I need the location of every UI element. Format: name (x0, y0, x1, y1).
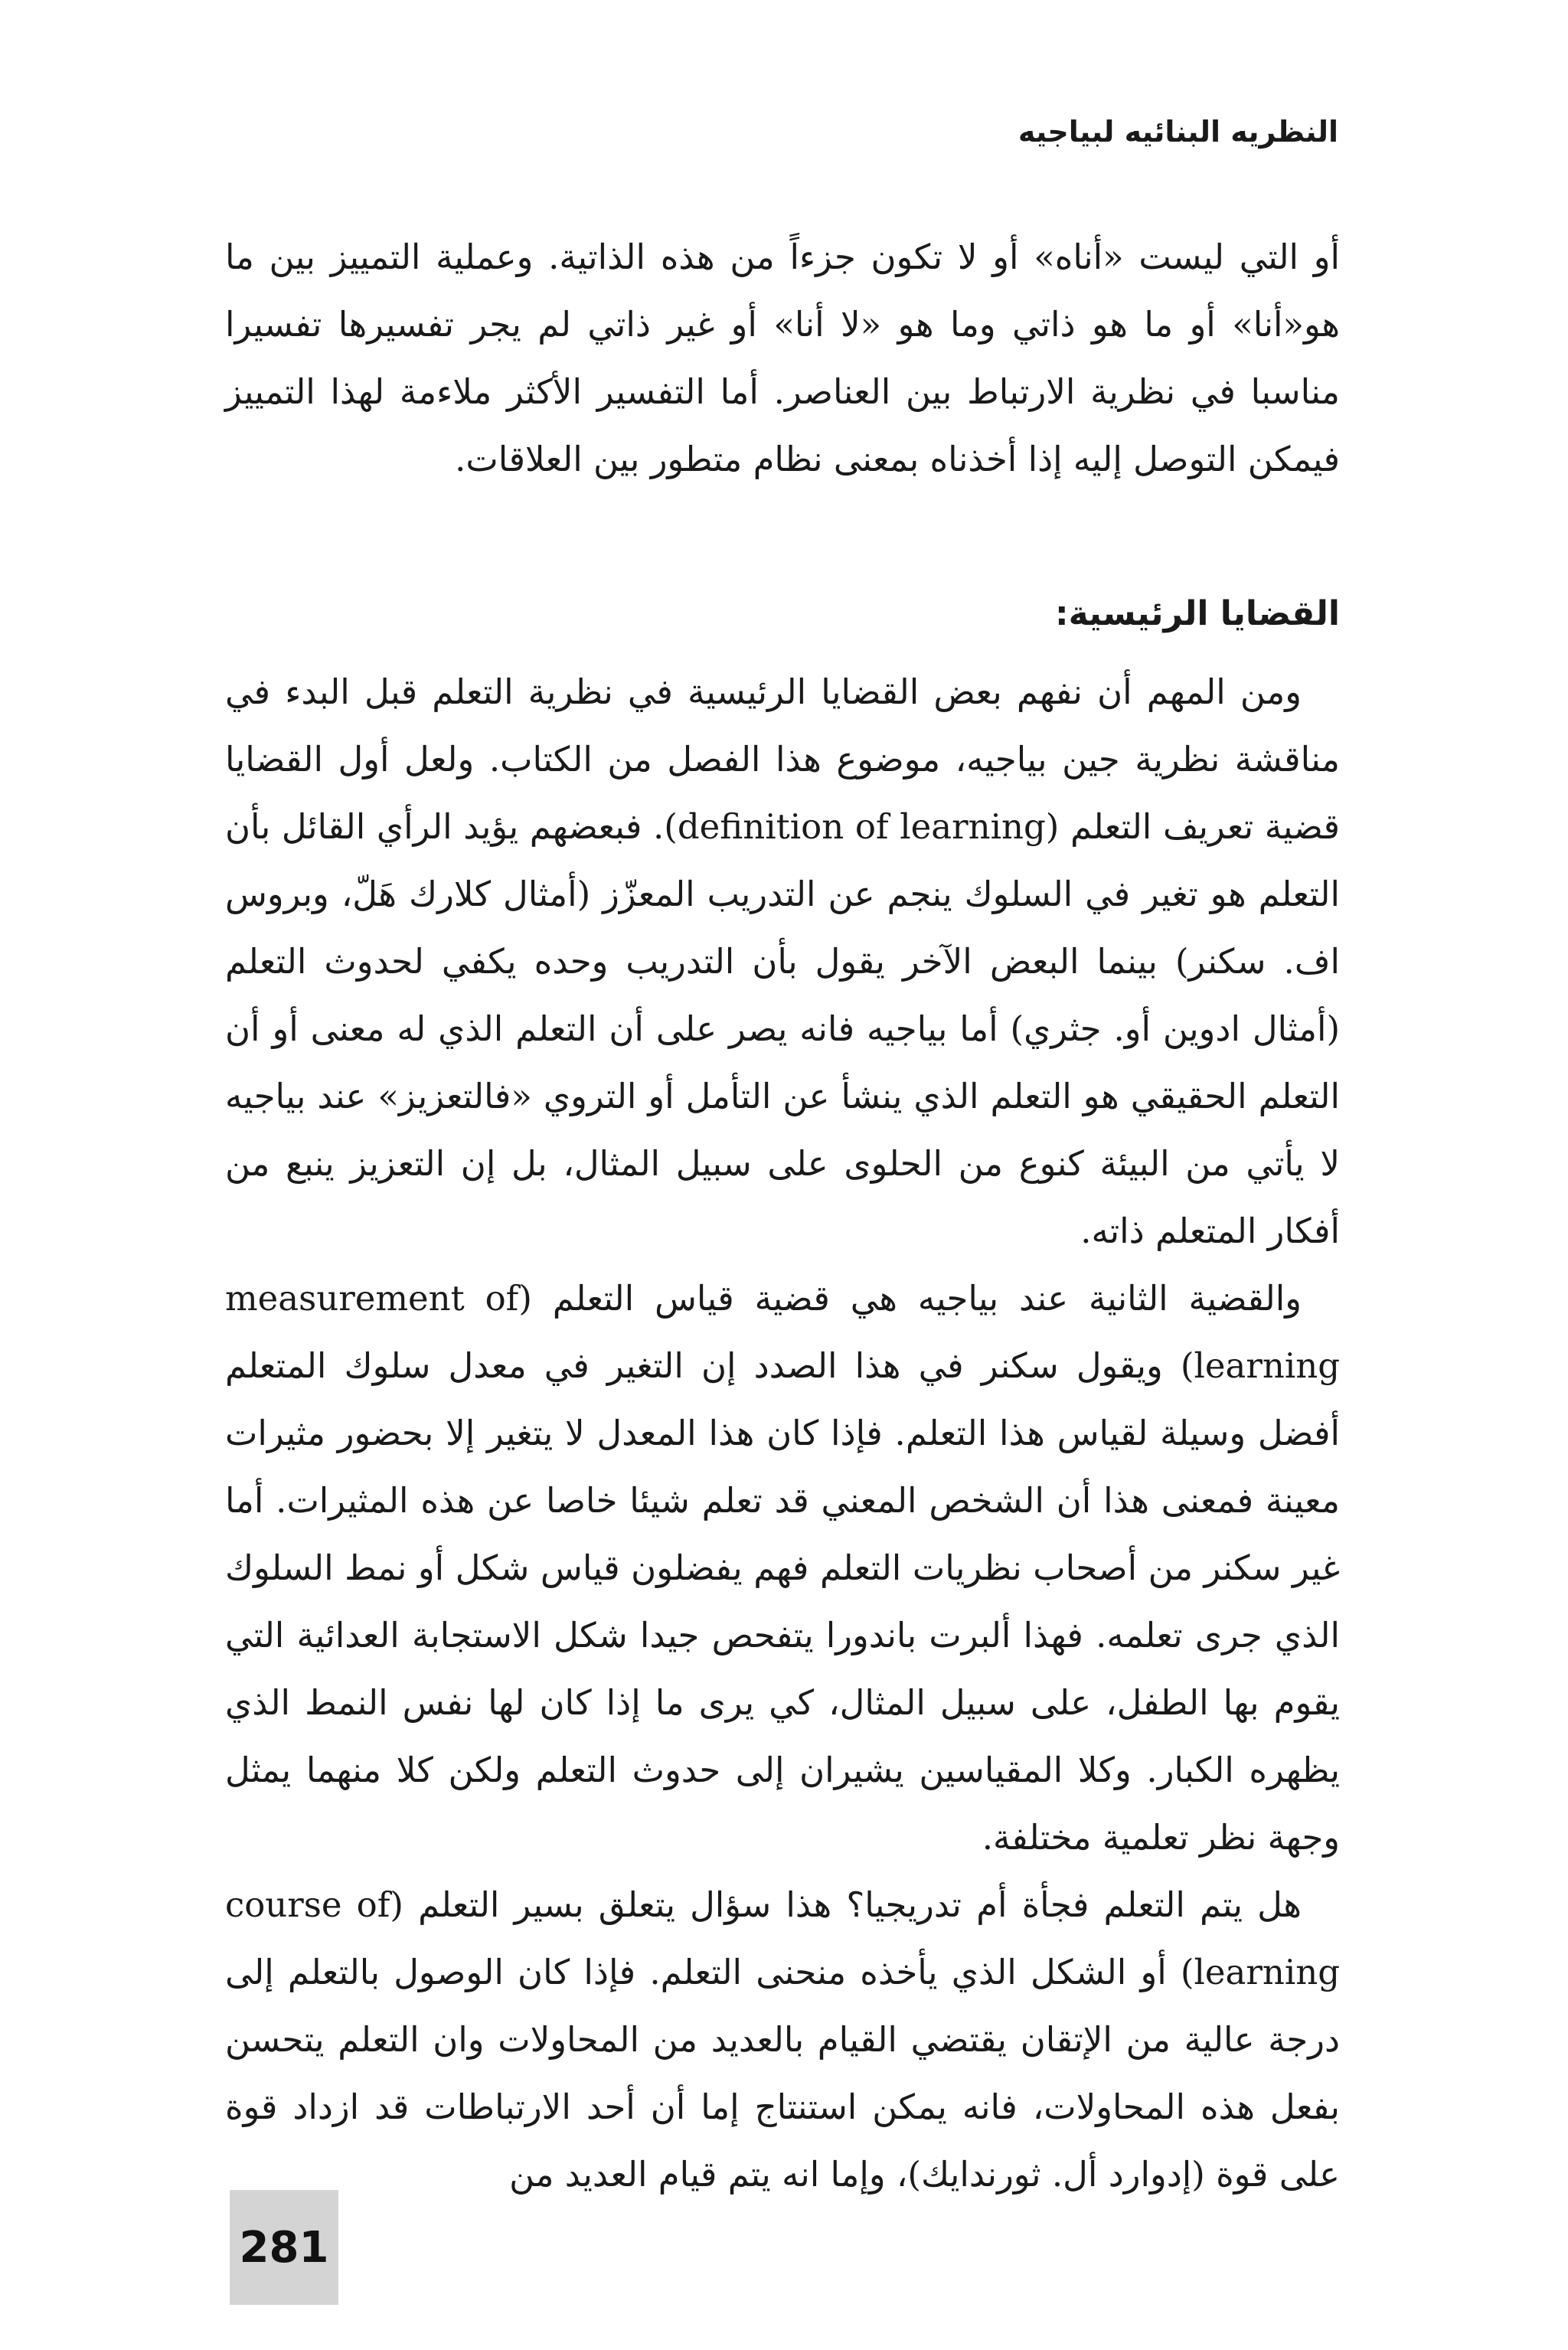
page-number: 281 (230, 2190, 338, 2305)
running-header-title: النظريه البنائيه لبياجيه (1018, 115, 1338, 149)
paragraph-intro: أو التي ليست «أناه» أو لا تكون جزءاً من هذه الذاتية. وعملية التمييز بين ما هو«أنا» أو ما هو ذاتي وما هو «لا أنا» أو غير ذاتي لم يجر تفسيرها تفسيرا مناسبا في نظرية الارتباط بين العناصر. أما التفسير الأكثر ملاءمة لهذا التمييز فيمكن التوصل إليه إذا أخذناه بمعنى نظام متطور بين العلاقات. (225, 237, 1340, 479)
paragraph-definition-of-learning: ومن المهم أن نفهم بعض القضايا الرئيسية في نظرية التعلم قبل البدء في مناقشة نظرية جين بياجيه، موضوع هذا الفصل من الكتاب. ولعل أول القضايا قضية تعريف التعلم (definition of learning). فبعضهم يؤيد الرأي القائل بأن التعلم هو تغير في السلوك ينجم عن التدريب المعزّز (أمثال كلارك هَلّ، وبروس اف. سكنر) بينما البعض الآخر يقول بأن التدريب وحده يكفي لحدوث التعلم (أمثال ادوين أو. جثري) أما بياجيه فانه يصر على أن التعلم الذي له معنى أو أن التعلم الحقيقي هو التعلم الذي ينشأ عن التأمل أو التروي «فالتعزيز» عند بياجيه لا يأتي من البيئة كنوع من الحلوى على سبيل المثال، بل إن التعزيز ينبع من أفكار المتعلم ذاته. (225, 672, 1340, 1251)
paragraph-measurement-of-learning: والقضية الثانية عند بياجيه هي قضية قياس التعلم (measurement of learning) ويقول سكنر في هذا الصدد إن التغير في معدل سلوك المتعلم أفضل وسيلة لقياس هذا التعلم. فإذا كان هذا المعدل لا يتغير إلا بحضور مثيرات معينة فمعنى هذا أن الشخص المعني قد تعلم شيئا خاصا عن هذه المثيرات. أما غير سكنر من أصحاب نظريات التعلم فهم يفضلون قياس شكل أو نمط السلوك الذي جرى تعلمه. فهذا ألبرت باندورا يتفحص جيدا شكل الاستجابة العدائية التي يقوم بها الطفل، على سبيل المثال، كي يرى ما إذا كان لها نفس النمط الذي يظهره الكبار. وكلا المقياسين يشيران إلى حدوث التعلم ولكن كلا منهما يمثل وجهة نظر تعلمية مختلفة. (225, 1278, 1340, 1858)
section-heading-main-issues: القضايا الرئيسية: (1055, 594, 1340, 633)
body-text (225, 224, 1340, 2208)
paragraph-course-of-learning: هل يتم التعلم فجأة أم تدريجيا؟ هذا سؤال يتعلق بسير التعلم (course of learning) أو الشكل الذي يأخذه منحنى التعلم. فإذا كان الوصول بالتعلم إلى درجة عالية من الإتقان يقتضي القيام بالعديد من المحاولات وان التعلم يتحسن بفعل هذه المحاولات، فانه يمكن استنتاج إما أن أحد الارتباطات قد ازداد قوة على قوة (إدوارد أل. ثورندايك)، وإما انه يتم قيام العديد من (225, 1884, 1340, 2195)
